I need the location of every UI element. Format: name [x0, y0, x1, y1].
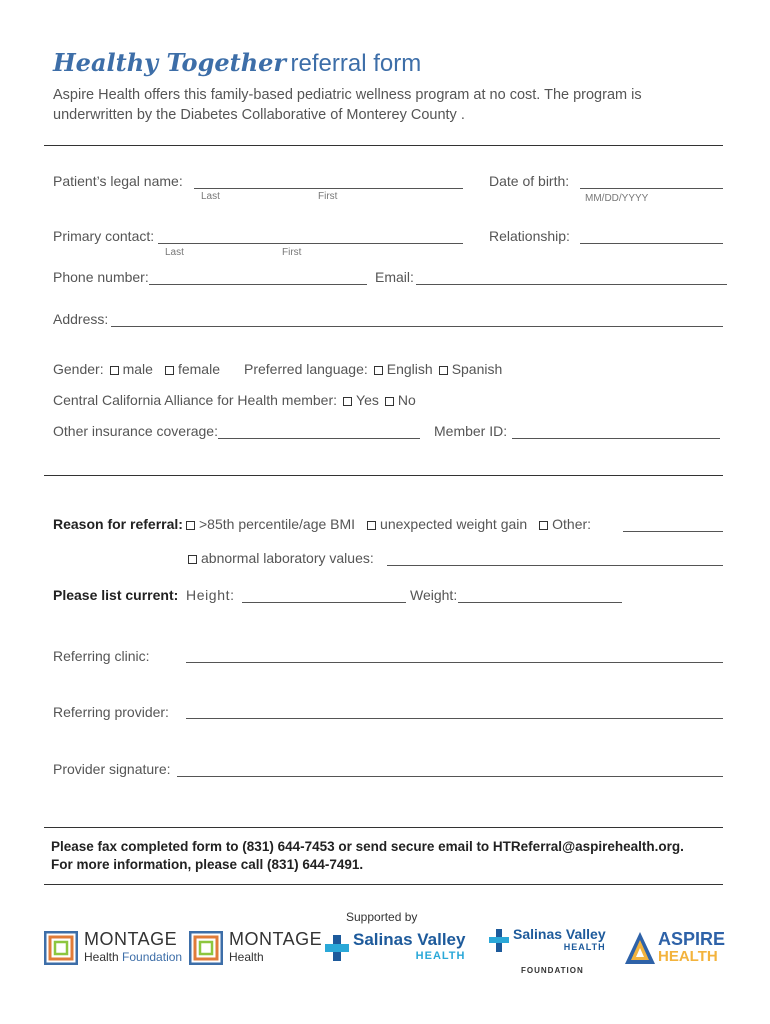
- dob-format-caption: MM/DD/YYYY: [585, 193, 649, 204]
- relationship-field[interactable]: [580, 243, 723, 244]
- footer-fax-line: Please fax completed form to (831) 644-7453 or send secure email to HTReferral@aspirehealth.org.: [51, 839, 684, 854]
- form-title: [53, 48, 421, 78]
- alliance-no-label: No: [397, 392, 416, 408]
- language-english-checkbox[interactable]: [374, 366, 383, 375]
- reason-lab-checkbox[interactable]: [188, 555, 197, 564]
- primary-contact-field[interactable]: [158, 243, 463, 244]
- alliance-label: Central California Alliance for Health member:: [53, 392, 338, 408]
- divider-middle: [44, 475, 723, 476]
- member-id-label: Member ID:: [434, 423, 508, 439]
- reason-bmi-checkbox[interactable]: [186, 521, 195, 530]
- montage-foundation-name: MONTAGE: [84, 929, 178, 949]
- insurance-label: Other insurance coverage:: [53, 423, 218, 439]
- dob-label: Date of birth:: [489, 173, 570, 189]
- language-spanish-checkbox[interactable]: [439, 366, 448, 375]
- insurance-field[interactable]: [218, 438, 420, 439]
- address-label: Address:: [53, 311, 109, 327]
- svh-cross-icon: [324, 933, 350, 963]
- gender-female-label: female: [177, 361, 220, 377]
- address-field[interactable]: [111, 326, 723, 327]
- svh-health: HEALTH: [415, 950, 466, 962]
- reason-lab-label: abnormal laboratory values:: [201, 550, 374, 566]
- signature-label: Provider signature:: [53, 761, 171, 777]
- legal-name-last-caption: Last: [201, 191, 220, 202]
- dob-field[interactable]: [580, 188, 723, 189]
- primary-contact-label: Primary contact:: [53, 228, 155, 244]
- primary-contact-last-caption: Last: [165, 247, 184, 258]
- montage-square-icon: [189, 931, 223, 965]
- divider-footer-bottom: [44, 884, 723, 885]
- language-row: [244, 361, 502, 377]
- reason-weight-gain-checkbox[interactable]: [367, 521, 376, 530]
- title-script: Healthy Together: [53, 48, 287, 77]
- aspire-line2: HEALTH: [658, 948, 718, 965]
- reason-other-label: Other:: [552, 516, 592, 532]
- aspire-triangle-icon: [624, 931, 656, 965]
- list-current-label: Please list current:: [53, 587, 179, 603]
- reason-weight-gain-label: unexpected weight gain: [380, 516, 528, 532]
- reason-label: Reason for referral:: [53, 516, 183, 532]
- divider-footer-top: [44, 827, 723, 828]
- relationship-label: Relationship:: [489, 228, 570, 244]
- language-english-label: English: [386, 361, 433, 377]
- gender-label: Gender:: [53, 361, 104, 377]
- language-spanish-label: Spanish: [451, 361, 503, 377]
- svh-name: Salinas Valley: [353, 930, 466, 949]
- weight-label: Weight:: [410, 587, 458, 603]
- email-label: Email:: [375, 269, 414, 285]
- language-label: Preferred language:: [244, 361, 368, 377]
- intro-text: Aspire Health offers this family-based pediatric wellness program at no cost. The program is underwritten by the Diabetes Collaborative of Monterey County .: [53, 87, 642, 123]
- divider-top: [44, 145, 723, 146]
- primary-contact-first-caption: First: [282, 247, 302, 258]
- aspire-health-logo: [624, 930, 725, 966]
- provider-field[interactable]: [186, 718, 723, 719]
- height-label: Height:: [186, 587, 235, 603]
- footer-info-line: For more information, please call (831) 644-7491.: [51, 857, 364, 872]
- legal-name-field[interactable]: [194, 188, 463, 189]
- salinas-valley-health-foundation-logo: [488, 928, 606, 954]
- alliance-no-checkbox[interactable]: [385, 397, 394, 406]
- reason-other-field[interactable]: [623, 531, 723, 532]
- legal-name-first-caption: First: [318, 191, 338, 202]
- reason-lab-field[interactable]: [387, 565, 723, 566]
- montage-foundation-word: Foundation: [122, 950, 183, 964]
- supported-by-label: Supported by: [346, 910, 418, 924]
- title-plain: referral form: [290, 50, 422, 77]
- svhf-foundation: FOUNDATION: [521, 966, 584, 975]
- svhf-name: Salinas Valley: [513, 926, 606, 942]
- signature-field[interactable]: [177, 776, 723, 777]
- phone-label: Phone number:: [53, 269, 149, 285]
- gender-male-checkbox[interactable]: [110, 366, 119, 375]
- montage-foundation-health: Health: [84, 950, 119, 964]
- reason-bmi-label: >85th percentile/age BMI: [199, 516, 356, 532]
- montage-health-foundation-logo: [44, 930, 182, 966]
- alliance-yes-label: Yes: [356, 392, 379, 408]
- montage-health-name: MONTAGE: [229, 929, 323, 949]
- alliance-row: [53, 392, 416, 408]
- phone-field[interactable]: [149, 284, 367, 285]
- clinic-field[interactable]: [186, 662, 723, 663]
- svhf-cross-icon: [488, 928, 510, 954]
- montage-square-icon: [44, 931, 78, 965]
- montage-health-word: Health: [229, 950, 264, 964]
- weight-field[interactable]: [458, 602, 622, 603]
- member-id-field[interactable]: [512, 438, 720, 439]
- gender-male-label: male: [122, 361, 153, 377]
- aspire-line1: ASPIRE: [658, 929, 726, 949]
- reason-other-checkbox[interactable]: [539, 521, 548, 530]
- salinas-valley-health-logo: [324, 932, 465, 964]
- gender-row: [53, 361, 220, 377]
- email-field[interactable]: [416, 284, 727, 285]
- montage-health-logo: [189, 930, 322, 966]
- clinic-label: Referring clinic:: [53, 648, 150, 664]
- legal-name-label: Patient’s legal name:: [53, 173, 183, 189]
- alliance-yes-checkbox[interactable]: [343, 397, 352, 406]
- provider-label: Referring provider:: [53, 704, 169, 720]
- reason-lab-row: [182, 550, 374, 566]
- gender-female-checkbox[interactable]: [165, 366, 174, 375]
- svhf-health: HEALTH: [563, 942, 606, 952]
- reason-options-row: [180, 516, 591, 532]
- height-field[interactable]: [242, 602, 406, 603]
